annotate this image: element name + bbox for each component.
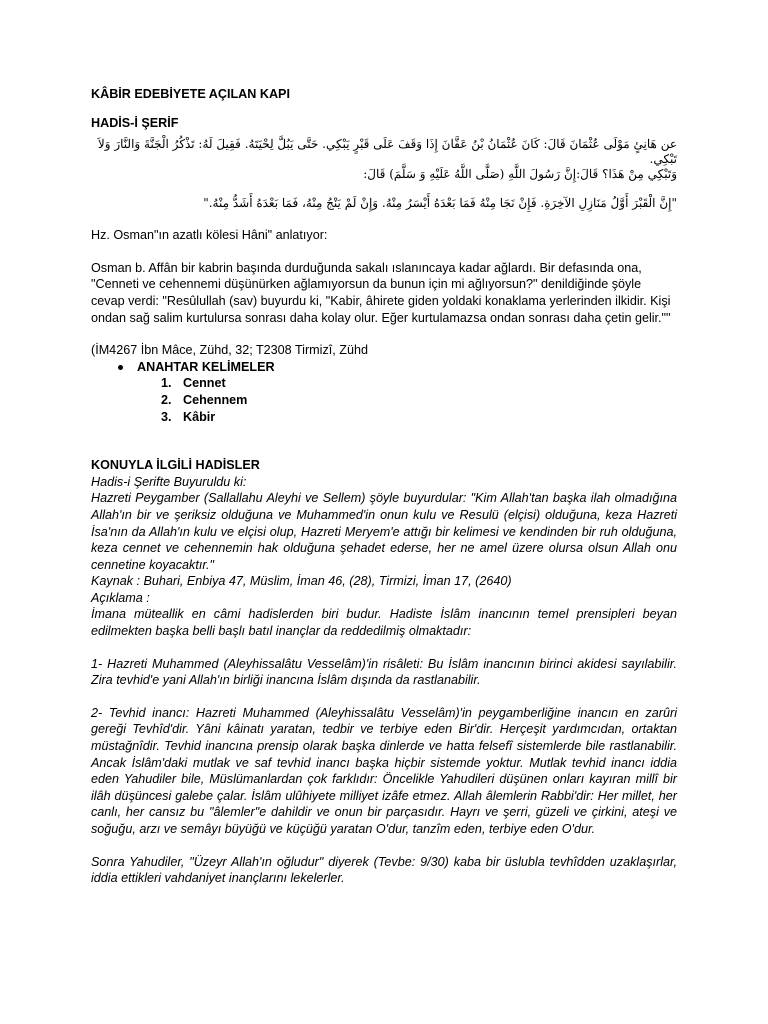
- hadis-heading: HADİS-İ ŞERİF: [91, 115, 179, 130]
- narration-paragraph: Osman b. Affân bir kabrin başında durduğunda sakalı ıslanıncaya kadar ağlardı. Bir defasında ona, "Cenneti ve cehennemi düşünürken ağlamıyorsun da bunun için mi ağlıyorsun?" denildiğinde şöyle cevap verdi: "Resûlullah (sav) buyurdu ki, "Kabir, âhirete giden yoldaki konaklama yerlerinden ilkidir. Kişi ondan sağ salim kurtulursa sonrası daha kolay olur. Eğer kurtulamazsa ondan sonrası daha çetin gelir."": [91, 260, 671, 325]
- keyword-items: [91, 375, 677, 425]
- keywords-list: [91, 359, 677, 376]
- arabic-text-line-1: عن هَانِئٍ مَوْلَى عُثْمَانَ قَالَ: كَانَ عُثْمَانُ بْنُ عَفَّانَ إِذَا وَقَفَ عَلَى قَبْرٍ يَبْكِي. حَتَّى يَبُلَّ لِحْيَتَهُ. فَقِيلَ لَهُ: تَذْكُرُ الْجَنَّةَ وَالنَّارَ وَلاَ تَبْكِي.: [97, 137, 677, 167]
- keywords-heading: ANAHTAR KELİMELER: [91, 359, 677, 376]
- narrator-line: Hz. Osman"ın azatlı kölesi Hâni" anlatıyor:: [91, 228, 328, 243]
- arabic-text-line-2: وَتَبْكِي مِنْ هَذَا؟ قَالَ:إِنَّ رَسُولَ اللَّهِ (صَلَّى اللَّهُ عَلَيْهِ وَ سَلَّمَ) قَالَ:: [363, 167, 677, 182]
- source-citation: (İM4267 İbn Mâce, Zühd, 32; T2308 Tirmizî, Zühd: [91, 343, 368, 358]
- related-source: Kaynak : Buhari, Enbiya 47, Müslim, İman 46, (28), Tirmizi, İman 17, (2640): [91, 574, 512, 589]
- related-hadiths-heading: KONUYLA İLGİLİ HADİSLER: [91, 458, 260, 473]
- explanation-label: Açıklama :: [91, 590, 150, 605]
- point-1-paragraph: 1- Hazreti Muhammed (Aleyhissalâtu Vesselâm)'in risâleti: Bu İslâm inancının birinci akidesi sayılabilir. Zira tevhid'e yani Allah'ın birliği inancına İslâm dışında da rastlanabilir.: [91, 656, 677, 688]
- keyword-item: 2. Cehennem: [161, 392, 248, 407]
- document-title: KÂBİR EDEBİYETE AÇILAN KAPI: [91, 87, 290, 101]
- keyword-item: 1. Cennet: [161, 376, 226, 391]
- keyword-item: 3. Kâbir: [161, 409, 216, 424]
- related-intro: Hadis-i Şerifte Buyuruldu ki:: [91, 474, 247, 489]
- related-hadith-text: Hazreti Peygamber (Sallallahu Aleyhi ve Sellem) şöyle buyurdular: "Kim Allah'tan başka ilah olmadığına Allah'ın bir ve şeriksiz olduğuna ve Muhammed'in onun kulu ve Resulü (elçisi) olduğuna, keza Hazreti İsa'nın da Allah'ın kulu ve elçisi olup, Hazreti Meryem'e attığı bir kelimesi ve kendinden bir ruh olduğuna, keza cennet ve cehennemin hak olduğuna şehadet ederse, her ne amel üzere olursa olsun Allah onu cennetine koyacaktır.": [91, 491, 677, 572]
- document-content: [91, 86, 677, 887]
- point-2-paragraph: 2- Tevhid inancı: Hazreti Muhammed (Aleyhissalâtu Vesselâm)'in peygamberliğine inancın en zarûri gereği Tevhîd'dir. Yâni kâinatı yaratan, tedbir ve terbiye eden Bir'dir. Herçeşit yardımcıdan, ortaktan müstağnîdir. Tevhid inancına prensip olarak başka dinlerde ve hatta felsefî sistemlerde bile rastlanabilir. Ancak İslâm'daki mutlak ve saf tevhid inancı başka hiçbir sistemde yoktur. Mutlak tevhid inancı iddia eden Yahudiler bile, Müslümanlardan çok farklıdır: Öncelikle Yahudileri düşünen onları kayıran millî bir ilâh düşüncesi galebe çalar. İslâm ulûhiyete milliyet izâfe etmez. Allah âlemlerin Rabbi'dir: Her millet, her canlı, her cansız bu "âlemler"e dahildir ve onun bir parçasıdır. Hayrı ve şerri, güzeli ve çirkini, ateşi ve soğuğu, arzı ve semâyı büyüğü ve küçüğü yaratan O'dur, tanzîm eden, terbiye eden O'dur.: [91, 705, 677, 836]
- explanation-paragraph: İmana müteallik en câmi hadislerden biri budur. Hadiste İslâm inancının temel prensipleri beyan edilmekten başka belli başlı batıl inançlar da reddedilmiş olmaktadır:: [91, 607, 677, 639]
- arabic-text-line-3: "إِنَّ الْقَبْرَ أَوَّلُ مَنَازِلِ الآخِرَةِ. فَإِنْ نَجَا مِنْهُ فَمَا بَعْدَهُ أَيْسَرُ مِنْهُ. وَإِنْ لَمْ يَنْجُ مِنْهُ، فَمَا بَعْدَهُ أَشَدُّ مِنْهُ.": [203, 196, 677, 211]
- point-3-paragraph: Sonra Yahudiler, "Üzeyr Allah'ın oğludur" diyerek (Tevbe: 9/30) kaba bir üslubla tevhîdden uzaklaşırlar, iddia ettikleri vahdaniyet inançlarını lekelerler.: [91, 854, 677, 886]
